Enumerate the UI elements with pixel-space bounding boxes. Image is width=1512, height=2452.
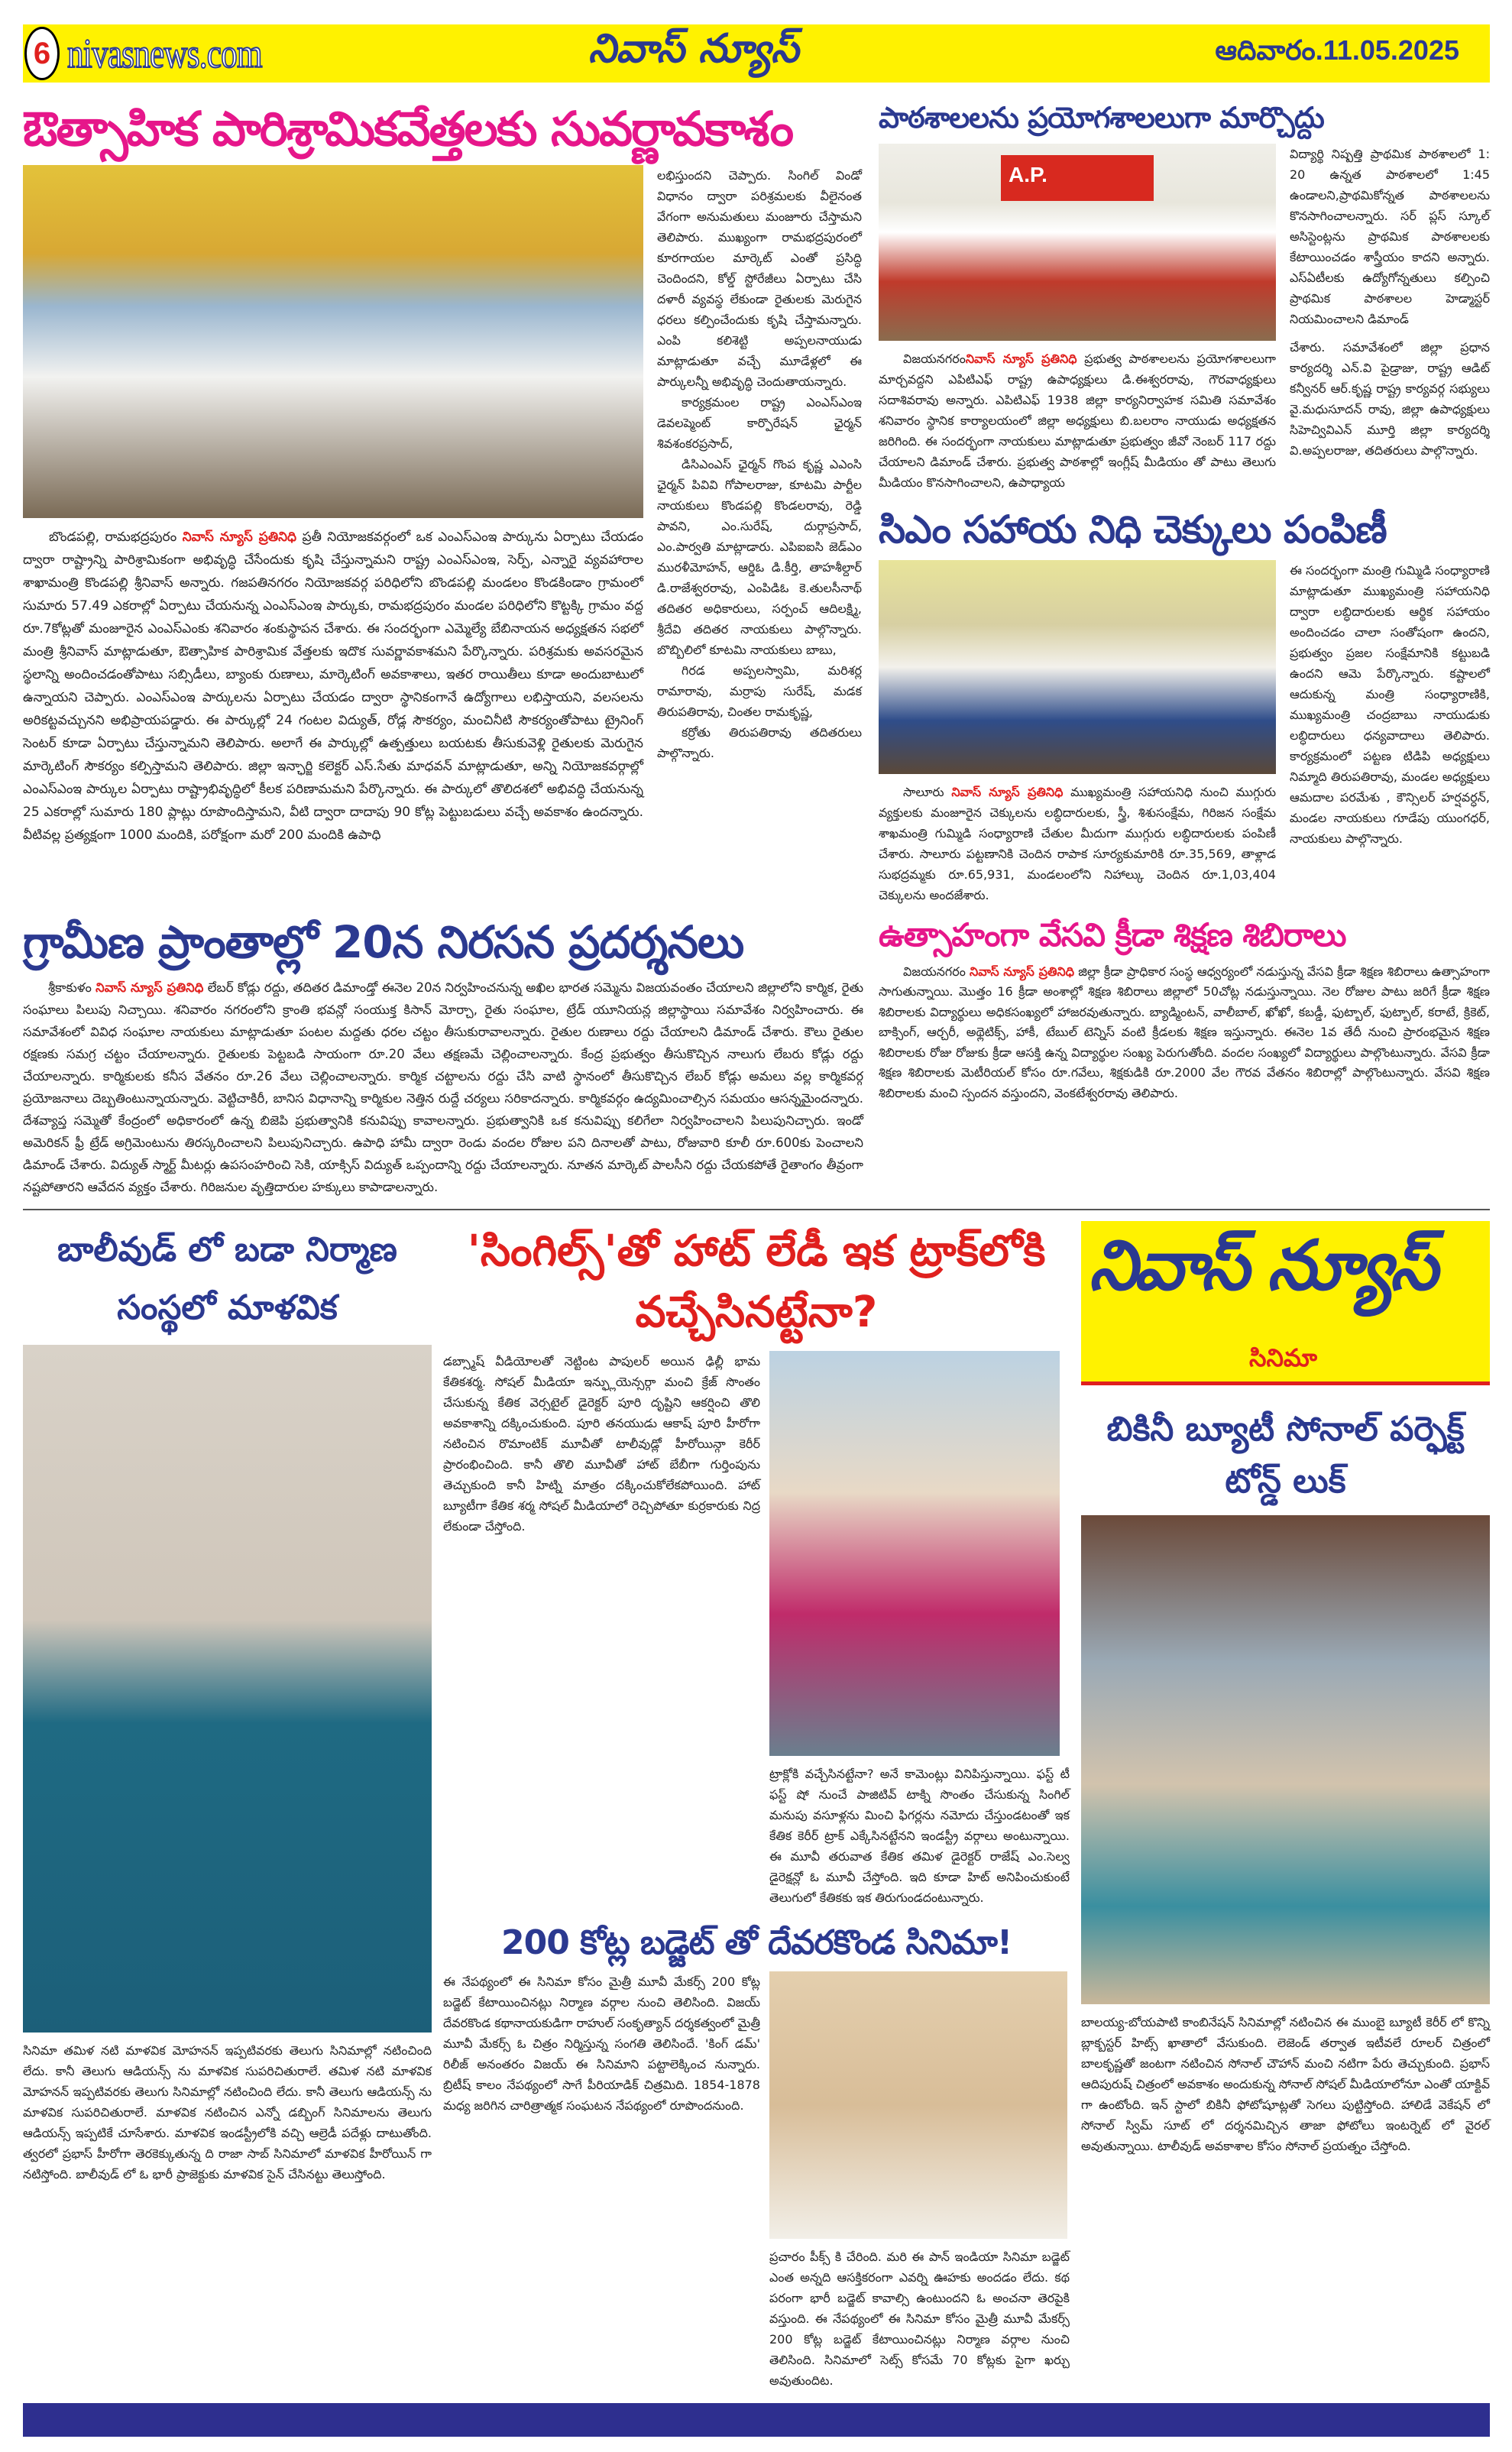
lead-body-continued: లభిస్తుందని చెప్పారు. సింగిల్ విండో విధానం ద్వారా పరిశ్రమలకు వీలైనంత వేగంగా అనుమతులు మంజూరు చేస్తామని తెలిపారు. ముఖ్యంగా రామభద్రపురంలో కూరగాయల మార్కెట్ ఎంతో ప్రసిద్ధి చెందిందని, కోల్డ్ స్టోరేజీలు ఏర్పాటు చేసి దళారీ వ్యవస్థ లేకుండా రైతులకు మెరుగైన ధరలు కల్పించేందుకు కృషి చేస్తామన్నారు. ఎంపి కలిశెట్టి అప్పలనాయుడు మాట్లాడుతూ వచ్చే మూడేళ్లలో ఈ పార్కులన్నీ అభివృద్ధి చెందుతాయన్నారు. కార్యక్రమంల రాష్ట్ర ఎంఎస్ఎంఇ డెవలప్మెంట్ కార్పొరేషన్ ఛైర్మన్ శివశంకరప్రసాద్, డిసిఎంఎస్ ఛైర్మన్ గొంప కృష్ణ ఎఎంసి ఛైర్మన్ పివివి గోపాలరాజు, కూటమి పార్టీల నాయకులు కొండపల్లి కొండలరావు, రెడ్డి పావని, ఎం.సురేష్, దుర్గాప్రసాద్, ఎం.పార్వతి మాట్లాడారు. ఎపిఐఐసి జెడ్ఎం మురళీమోహన్, ఆర్డిఓ డి.కీర్తి, తాహశీల్దార్ డి.రాజేశ్వరరావు, ఎంపిడిఓ కె.తులసీనాథ్ తదితర అధికారులు, సర్పంచ్ ఆదిలక్ష్మి, శ్రీదేవి తదితర నాయకులు పాల్గొన్నారు. బొబ్బిలిలో కూటమి నాయకులు బాబు, గిరడ అప్పలస్వామి, మరిశర్ల రామారావు, మర్రాపు సురేష్, మడక తిరుపతిరావు, చింతల రామకృష్ణ, కర్రోతు తిరుపతిరావు తదితరులు పాల్గొన్నారు.: [657, 168, 862, 761]
middle-news-section: [23, 916, 1490, 1199]
sonal-photo: [1081, 1515, 1490, 2004]
schools-body-end: చేశారు. సమావేశంలో జిల్లా ప్రధాన కార్యదర్శి ఎన్.వి పైడ్రాజు, రాష్ట్ర ఆడిట్ కన్వీనర్ ఆర్.కృష్ణ రాష్ట్ర కార్యవర్గ సభ్యులు వై.మధుసూదన్ రావు, జిల్లా ఉపాధ్యక్షులు సిహెచ్వివిఎన్ మూర్తి జిల్లా కార్యదర్శి వి.అప్పలరాజు, తదితరులు పాల్గొన్నారు.: [1290, 339, 1490, 458]
sports-camp-body: విజయనగరం నివాస్ న్యూస్ ప్రతినిధి జిల్లా క్రీడా ప్రాధికార సంస్థ ఆధ్వర్యంలో నడుస్తున్న వేసవి క్రీడా శిక్షణ శిబిరాలు ఉత్సాహంగా సాగుతున్నాయి. మొత్తం 16 క్రీడా అంశాల్లో శిక్షణ శిబిరాలు జిల్లాలో 50చోట్ల నడుస్తున్నాయి. నెల రోజుల పాటు జరిగే క్రీడా శిక్షణ శిబిరాలకు విద్యార్థులు అధికసంఖ్యలో హాజరవుతున్నారు. బ్యాడ్మింటన్, వాలీబాల్, ఖోఖో, కబడ్డీ, ఫుట్బాల్, ఫుట్బాల్, కరాటే, క్రికెట్, బాక్సింగ్, ఆర్చరీ, అథ్లెటిక్స్, హాకీ, టేబుల్ టెన్నిస్ వంటి క్రీడలకు శిక్షణ ఇస్తున్నారు. ఈనెల 1వ తేదీ నుంచి ప్రారంభమైన శిక్షణ శిబిరాలకు రోజు రోజుకు క్రీడా ఆసక్తి ఉన్న విద్యార్థుల సంఖ్య పెరుగుతోంది. వందల సంఖ్యలో విద్యార్థులు పాల్గొంటున్నారు. వేసవి క్రీడా శిక్షణ శిబిరాలకు మెటీరియల్ కోసం రూ.గవేలు, శిక్షకుడికి రూ.2000 వేల గౌరవ వేతనం శిబిరాల్లో పాల్గొంటున్నారు. వేసవి శిక్షణ శిబిరాలకు మంచి స్పందన వస్తుందని, వెంకటేశ్వరరావు తెలిపారు.: [879, 964, 1490, 1100]
cmrf-body: సాలూరు నివాస్ న్యూస్ ప్రతినిధి ముఖ్యమంత్రి సహాయనిధి నుంచి ముగ్గురు వ్యక్తులకు మంజూరైన చెక్కులను లబ్ధిదారులకు, స్త్రీ, శిశుసంక్షేమ, గిరిజన సంక్షేమ శాఖమంత్రి గుమ్మిడి సంధ్యారాణి చేతుల మీదుగా ముగ్గురు లబ్ధిదారులకు పంపిణీ చేశారు. సాలూరు పట్టణానికి చెందిన రాపాక సూర్యకుమారికి రూ.35,569, తాళ్లాడ సుభద్రమ్మకు రూ.65,931, మండలంలోని నిహాల్కు చెందిన రూ.1,03,404 చెక్కులను అందజేశారు.: [879, 784, 1276, 902]
schools-headline: పాఠశాలలను ప్రయోగశాలలుగా మార్చొద్దు: [879, 101, 1324, 134]
malavika-photo: [23, 1345, 432, 2033]
devarakonda-body: ఈ నేపథ్యంలో ఈ సినిమా కోసం మైత్రీ మూవీ మేకర్స్ 200 కోట్ల బడ్జెట్ కేటాయించినట్లు నిర్మాణ వర్గాల నుంచి తెలిసింది. విజయ్ దేవరకొండ కథానాయకుడిగా రాహుల్ సంకృత్యాన్ దర్శకత్వంలో మైత్రీ మూవీ మేకర్స్ ఓ చిత్రం నిర్మిస్తున్న సంగతి తెలిసిందే. 'కింగ్ డమ్' రిలీజ్ అనంతరం విజయ్ ఈ సినిమాని పట్టాలెక్కించ నున్నారు. బ్రిటీష్ కాలం నేపథ్యంలో సాగే పీరియాడిక్ చిత్రమిది. 1854-1878 మధ్య జరిగిన చారిత్రాత్మక సంఘటన నేపథ్యంలో రూపొందనుంది.: [443, 1974, 760, 2113]
sports-camp-headline: ఉత్సాహంగా వేసవి క్రీడా శిక్షణ శిబిరాలు: [879, 915, 1346, 954]
ketika-photo: [769, 1351, 1060, 1756]
issue-date: ఆదివారం.11.05.2025: [1215, 34, 1459, 66]
cmrf-side-text: ఈ సందర్భంగా మంత్రి గుమ్మిడి సంధ్యారాణి మాట్లాడుతూ ముఖ్యమంత్రి సహాయనిధి ద్వారా లబ్ధిదారులకు ఆర్థిక సహాయం అందించడం చాలా సంతోషంగా ఉందని, ప్రభుత్వం ప్రజల సంక్షేమానికి కట్టుబడి ఉందని ఆమె పేర్కొన్నారు. కష్టాలలో ఆదుకున్న మంత్రి సంధ్యారాణికి, ముఖ్యమంత్రి చంద్రబాబు నాయుడుకు లబ్ధిదారులు ధన్యవాదాలు తెలిపారు. కార్యక్రమంలో పట్టణ టిడిపి అధ్యక్షులు నిమ్మాది తిరుపతిరావు, మండల అధ్యక్షులు ఆమదాల పరమేశు , కౌన్సిలర్ హర్షవర్ధన్, మండల నాయకులు గూడేపు యుంగధర్, నాయకులు పాల్గొన్నారు.: [1290, 562, 1490, 846]
top-news-section: [23, 101, 1490, 905]
masthead-bar: [23, 24, 1490, 83]
malavika-headline: బాలీవుడ్ లో బడా నిర్మాణ సంస్థలో మాళవిక: [57, 1230, 397, 1328]
lead-photo-event-stage: [23, 165, 643, 518]
lead-body: బొండపల్లి, రామభద్రపురం నివాస్ న్యూస్ ప్రతినిధి ప్రతీ నియోజకవర్గంలో ఒక ఎంఎస్ఎంఇ పార్కును ఏర్పాటు చేయడం ద్వారా రాష్ట్రాన్ని పారిశ్రామికంగా అభివృద్ధి చేసేందుకు కృషి చేస్తున్నామని రాష్ట్ర ఎంఎస్ఎంఇ, సెర్ప్, ఎన్నారై వ్యవహారాల శాఖామంత్రి కొండపల్లి శ్రీనివాస్ అన్నారు. గజపతినగరం నియోజకవర్గ పరిధిలోని బొండపల్లి మండలం కొండకిండాం గ్రామంలో సుమారు 57.49 ఎకరాల్లో ఏర్పాటు చేయనున్న ఎంఎస్ఎంఇ పార్కుకు, రామభద్రపురం మండల పరిధిలోని కొట్టక్కి గ్రామం వద్ద రూ.7కోట్లతో మంజూరైన ఎంఎస్ఎంకు శనివారం శంకుస్థాపన చేశారు. ఈ సందర్భంగా ఎమ్మెల్యే బేబినాయన అధ్యక్షతన సభలో మంత్రి శ్రీనివాస్ మాట్లాడుతూ, ఔత్సాహిక పారిశ్రామిక వేత్తలకు ఇదొక సువర్ణావకాశమని పేర్కొన్నారు. పరిశ్రమకు అవసరమైన స్థలాన్ని అందించడంతోపాటు సబ్సిడీలు, బ్యాంకు రుణాలు, మార్కెటింగ్ అవకాశాలు, ఇతర రాయితీలు కూడా అందుబాటులో ఉన్నాయని చెప్పారు. ఎంఎస్ఎంఇ పార్కులను ఏర్పాటు చేయడం ద్వారా స్థానికంగానే ఉద్యోగాలు లభిస్తాయని, వలసలను అరికట్టవచ్చునని అభిప్రాయపడ్డారు. ఈ పార్కుల్లో 24 గంటల విద్యుత్, రోడ్ల సౌకర్యం, మంచినీటి సౌకర్యంతోపాటు ట్రైనింగ్ సెంటర్ కూడా ఏర్పాటు చేస్తున్నామని తెలిపారు. అలాగే ఈ పార్కుల్లో ఉత్పత్తులు బయటకు తీసుకువెళ్లి రైతులకు మెరుగైన మార్కెటింగ్ సౌకర్యం కల్పిస్తామని తెలిపారు. జిల్లా ఇన్ఛార్జి కలెక్టర్ ఎస్.సేతు మాధవన్ మాట్లాడుతూ, అన్ని నియోజకవర్గాల్లో ఎంఎస్ఎంఇ పార్కుల ఏర్పాటు రాష్ట్రాభివృద్ధిలో కీలక పరిణామమని పేర్కొన్నారు. ఈ పార్కులో తొలిదశలో అభివద్ధి చేయనున్న 25 ఎకరాల్లో సుమారు 180 ప్లాట్లు రూపొందిస్తామని, వీటి ద్వారా దాదాపు 90 కోట్ల పెట్టుబడులు వచ్చే అవకాశం ఉందన్నారు. వీటివల్ల ప్రత్యక్షంగా 1000 మందికి, పరోక్షంగా మరో 200 మందికి ఉపాధి: [23, 530, 643, 844]
page-number: 6: [24, 27, 60, 80]
site-url[interactable]: nivasnews.com: [67, 31, 262, 76]
dateline-tag: నివాస్ న్యూస్ ప్రతినిధి: [182, 530, 297, 546]
lead-story: [23, 101, 863, 905]
newspaper-title: నివాస్ న్యూస్: [588, 25, 799, 72]
devarakonda-body-continued: ప్రచారం పీక్స్ కి చేరింది. మరి ఈ పాన్ ఇండియా సినిమా బడ్జెట్ ఎంత అన్నది ఆసక్తికరంగా ఎవర్ని ఊహకు అందడం లేదు. కథ పరంగా భారీ బడ్జెట్ కావాల్సి ఉంటుందని ఓ అంచనా తెరపైకి వస్తుంది. ఈ నేపథ్యంలో ఈ సినిమా కోసం మైత్రీ మూవీ మేకర్స్ 200 కోట్ల బడ్జెట్ కేటాయించినట్లు నిర్మాణ వర్గాల నుంచి తెలిసింది. సినిమాలో సెట్స్ కోసమే 70 కోట్లకు పైగా ఖర్చు అవుతుందిట.: [769, 2249, 1070, 2388]
sonal-headline: బికినీ బ్యూటీ సోనాల్ పర్ఫెక్ట్ టోన్డ్ లుక్: [1106, 1410, 1465, 1501]
photo-banner: A.P.: [1001, 155, 1154, 201]
singles-headline: 'సింగిల్స్'తో హాట్ లేడీ ఇక ట్రాక్‌లోకి వచ్చేసినట్టేనా?: [467, 1226, 1046, 1338]
section-divider: [23, 1209, 1490, 1210]
vijay-photo: [769, 1971, 1067, 2239]
rural-protest-headline: గ్రామీణ ప్రాంతాల్లో 20న నిరసన ప్రదర్శనలు: [23, 915, 744, 968]
cmrf-photo: [879, 560, 1276, 774]
schools-side-text: విద్యార్థి నిష్పత్తి ప్రాథమిక పాఠశాలలో 1: 20 ఉన్నత పాఠశాలలో 1:45 ఉండాలని,ప్రాథమికోన్నత పాఠశాలలను కొనసాగించాలన్నారు. సర్ ప్లస్ స్కూల్ అసిస్టెంట్లను ప్రాథమిక పాఠశాలలకు కేటాయించడం శాస్త్రీయం కాదని అన్నారు. ఎస్ఏటీలకు ఉద్యోగోన్నతులు కల్పించి ప్రాథమిక పాఠశాలల హెడ్మాస్టర్ నియమించాలని డిమాండ్: [1290, 146, 1490, 326]
singles-body: డబ్స్మాష్ వీడియోలతో నెట్టింట పాపులర్ అయిన ఢిల్లీ భామ కేతికశర్మ. సోషల్ మీడియా ఇన్ఫ్లుయెన్సర్గా మంచి క్రేజ్ సొంతం చేసుకున్న కేతిక వెర్సటైల్ డైరెక్టర్ పూరి దృష్టిని ఆకర్షించి తొలి అవకాశాన్ని దక్కించుకుంది. పూరి తనయుడు ఆకాష్ పూరి హీరోగా నటించిన రొమాంటిక్ మూవీతో టాలీవుడ్లో హీరోయిన్గా కెరీర్ ప్రారంభించింది. కానీ తొలి మూవీతో హాట్ బేబీగా గుర్తింపును తెచ్చుకుంది కానీ హిట్ని మాత్రం దక్కించుకోలేకపోయింది. హాట్ బ్యూటీగా కేతిక శర్మ సోషల్ మీడియాలో రెచ్చిపోతూ కుర్రకారుకు నిద్ర లేకుండా చేస్తోంది.: [443, 1354, 760, 1534]
malavika-body: సినిమా తమిళ నటి మాళవిక మోహనన్ ఇప్పటివరకు తెలుగు సినిమాల్లో నటించింది లేదు. కానీ తెలుగు ఆడియన్స్ ను మాళవిక సుపరిచితురాలే. తమిళ నటి మాళవిక మోహనన్ ఇప్పటివరకు తెలుగు సినిమాల్లో నటించింది లేదు. కానీ తెలుగు ఆడియన్స్ ను మాళవిక సుపరిచితురాలే. మాళవిక నటించిన ఎన్నో డబ్బింగ్ సినిమాలను తెలుగు ఆడియన్స్ ఇప్పటికే చూసేశారు. మాళవిక ఇండస్ట్రీలోకి వచ్చి ఆల్రెడీ పదేళ్లు దాటుతోంది. త్వరలో ప్రభాస్ హీరోగా తెరకెక్కుతున్న ది రాజా సాబ్ సినిమాలో మాళవిక హీరోయిన్ గా నటిస్తోంది. బాలీవుడ్ లో ఓ భారీ ప్రాజెక్టుకు మాళవిక సైన్ చేసినట్టు తెలుస్తోంది.: [23, 2043, 432, 2182]
singles-body-continued: ట్రాక్లోకి వచ్చేసినట్టేనా? అనే కామెంట్లు వినిపిస్తున్నాయి. ఫస్ట్ టీ ఫస్ట్ షో నుంచే పాజిటివ్ టాక్ని సొంతం చేసుకున్న సింగిల్ మనుపు వసూళ్లను మించి ఫిగర్లను నమోదు చేస్తుండటంతో ఇక కేతిక కెరీర్ ట్రాక్ ఎక్కేసినట్టేనని ఇండస్ట్రీ వర్గాలు అంటున్నాయి. ఈ మూవీ తరువాత కేతిక తమిళ డైరెక్టర్ రాజేష్ ఎం.సెల్వ డైరెక్షన్లో ఓ మూవీ చేస్తోంది. ఇది కూడా హిట్ అనిపించుకుంటే తెలుగులో కేతికకు ఇక తిరుగుండదంటున్నారు.: [769, 1767, 1070, 1906]
cmrf-headline: సిఎం సహాయ నిధి చెక్కులు పంపిణీ: [879, 507, 1387, 552]
lead-headline: ఔత్సాహిక పారిశ్రామికవేత్తలకు సువర్ణావకాశం: [23, 101, 792, 157]
rural-protest-body: శ్రీకాకుళం నివాస్ న్యూస్ ప్రతినిధి లేబర్ కోడ్లు రద్దు, తదితర డిమాండ్తో ఈనెల 20న నిర్వహించనున్న అఖిల భారత సమ్మెను విజయవంతం చేయాలని జిల్లాలోని కార్మిక, రైతు సంఘాలు పిలుపు నిచ్చాయి. శనివారం నగరంలోని క్రాంతి భవన్లో సంయుక్త కిసాన్ మోర్చా, రైతు సంఘాల, ట్రేడ్ యూనియన్ల జిల్లాస్థాయి సమావేశం నిర్వహించారు. ఈ సమావేశంలో వివిధ సంఘాల నాయకులు మాట్లాడుతూ పంటల మద్దతు ధరల చట్టం తీసుకురావాలన్నారు. రైతుల రుణాలు రద్దు చేయాలని డిమాండ్ చేశారు. కౌలు రైతుల రక్షణకు సమగ్ర చట్టం చేయాలన్నారు. రైతులకు పెట్టబడి సాయంగా రూ.20 వేలు తక్షణమే చెల్లించాలన్నారు. కేంద్ర ప్రభుత్వం తీసుకొచ్చిన నాలుగు లేబరు కోడ్లు రద్దు చేయాలన్నారు. కార్మికులకు కనీస వేతనం రూ.26 వేలు చెల్లించాలన్నారు. కార్మిక చట్టాలను రద్దు చేసి వాటి స్థానంలో తీసుకొచ్చిన లేబర్ కోడ్లు అమలు వల్ల కార్మికవర్గ ప్రయోజనాలు దెబ్బతింటున్నాయన్నారు. వెట్టిచాకిరీ, బానిస విధానాన్ని కార్మికుల నెత్తిన రుద్దే చర్యలు సరికాదన్నారు. కార్మికవర్గం ఉద్యమించాల్సిన సమయం ఆసన్నమైందన్నారు. దేశవ్యాప్త సమ్మెతో కేంద్రంలో అధికారంలో ఉన్న బిజెపి ప్రభుత్వానికి కనువిప్పు కావాలన్నారు. ప్రభుత్వానికి ఒక కనువిప్పు కలిగేలా నిర్వహించాలని పిలుపునిచ్చారు. ఇండో అమెరికన్ ఫ్రీ ట్రేడ్ అగ్రిమెంటును తిరస్కరించాలని పిలుపునిచ్చారు. ఉపాధి హామీ ద్వారా రెండు వందల రోజుల పని దినాలతో పాటు, రోజువారి కూలీ రూ.600కు పెంచాలని డిమాండ్ చేశారు. విద్యుత్ స్మార్ట్ మీటర్లు ఉపసంహరించి సెకి, యాక్సిస్ విద్యుత్ ఒప్పందాన్ని రద్దు చేయాలన్నారు. నూతన మార్కెట్ పాలసీని రద్దు చేయకపోతే రైతాంగం తీవ్రంగా నష్టపోతారని ఆవేదన వ్యక్తం చేశారు. గిరిజనుల వృత్తిదారుల హక్కులు కాపాడాలన్నారు.: [23, 980, 864, 1195]
cinema-section-subtitle: సినిమా: [1249, 1343, 1318, 1373]
footer-bar: [23, 2403, 1490, 2437]
cinema-section-title: నివాస్ న్యూస్: [1089, 1226, 1435, 1307]
devarakonda-headline: 200 కోట్ల బడ్జెట్ తో దేవరకొండ సినిమా!: [500, 1923, 1012, 1963]
sonal-body: బాలయ్య-బోయపాటి కాంబినేషన్ సినిమాల్లో నటించిన ఈ ముంబై బ్యూటీ కెరీర్ లో కొన్ని బ్లాక్బస్టర్ హిట్స్ ఖాతాలో వేసుకుంది. లెజెండ్ తర్వాత ఇటీవలే రూలర్ చిత్రంలో బాలకృష్ణతో జంటగా నటించిన సోనాల్ చౌహాన్ మంచి నటిగా పేరు తెచ్చుకుంది. ప్రభాస్ ఆదిపురుష్ చిత్రంలో అవకాశం అందుకున్న సోనాల్ సోషల్ మీడియాలోనూ ఎంతో యాక్టివ్ గా ఉంటోంది. ఇన్ స్టాలో బికినీ ఫోటోషూట్లతో సెగలు పుట్టిస్తోంది. హాలిడే వెకేషన్ లో సోనాల్ స్విమ్ సూట్ లో దర్శనమిచ్చిన తాజా ఫోటోలు ఇంటర్నెట్ లో వైరల్ అవుతున్నాయి. టాలీవుడ్ అవకాశాల కోసం సోనాల్ ప్రయత్నం చేస్తోంది.: [1081, 2015, 1490, 2154]
right-stories: [879, 101, 1490, 905]
schools-body: విజయనగరంనివాస్ న్యూస్ ప్రతినిధి ప్రభుత్వ పాఠశాలలను ప్రయోగశాలలుగా మార్చవద్దని ఎపిటిఎఫ్ రాష్ట్ర ఉపాధ్యక్షులు డి.ఈశ్వరరావు, గౌరవాధ్యక్షులు సదాశివరావు అన్నారు. ఎపిటిఎఫ్ 1938 జిల్లా కార్యనిర్వాహక సమితి సమావేశం శనివారం స్థానిక కార్యాలయంలో జిల్లా అధ్యక్షులు బి.బలరాం నాయుడు అధ్యక్షతన జరిగింది. ఈ సందర్భంగా నాయకులు మాట్లాడుతూ ప్రభుత్వం జీవో నెంబర్ 117 రద్దు చేయాలని డిమాండ్ చేశారు. ప్రభుత్వ పాఠశాల్లో ఇంగ్లీష్ మీడియం తో పాటు తెలుగు మీడియం కొనసాగించాలని, ఉపాధ్యాయ: [879, 351, 1277, 490]
cinema-section-logo: [1081, 1221, 1490, 1385]
schools-photo: [879, 144, 1276, 341]
cinema-section: [23, 1221, 1490, 2391]
